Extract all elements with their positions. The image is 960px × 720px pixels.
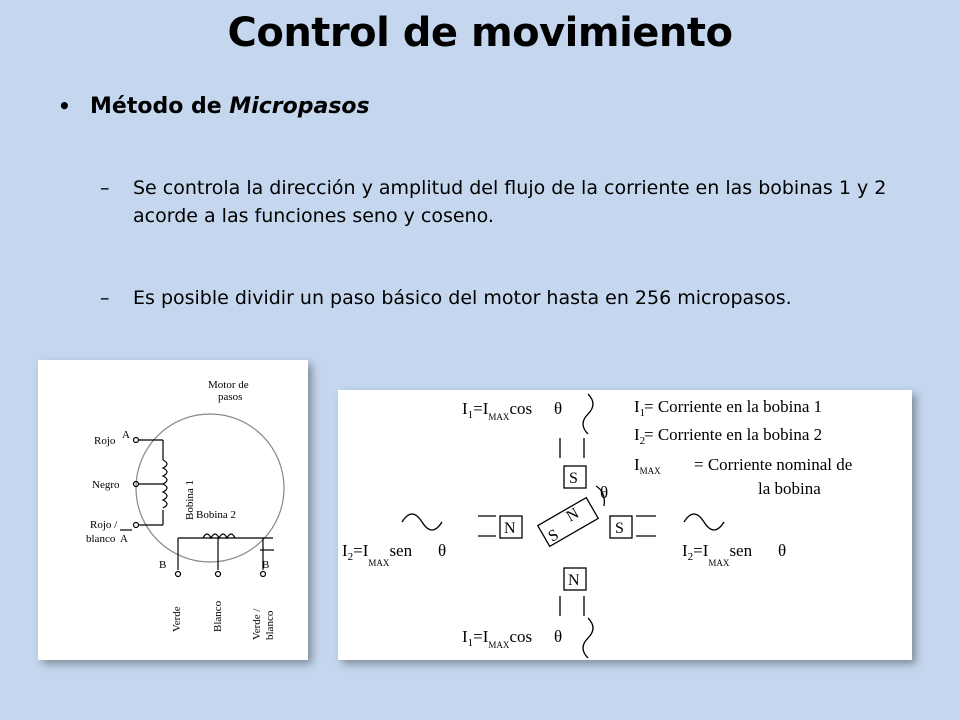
pole-label: S — [569, 470, 578, 487]
subpoint-text: Es posible dividir un paso básico del motor hasta en 256 micropasos. — [133, 287, 792, 309]
legend-line-1: = Corriente en la bobina 1 — [644, 397, 823, 416]
terminal-label-a: A — [122, 429, 130, 441]
legend-symbol: $I_2$ — [634, 425, 646, 447]
wire-label-rojo: Rojo — [94, 435, 116, 447]
terminal-label-b-bar: B — [262, 559, 270, 571]
dash-marker: – — [100, 177, 110, 199]
equation-i2-left: $I_2=I_{MAX}sen$ — [342, 541, 413, 568]
wave-right — [684, 514, 724, 530]
subpoint-text: Se controla la dirección y amplitud del flujo de la corriente en las bobinas 1 y 2 acorde a las funciones seno y coseno. — [133, 177, 887, 227]
wave-top — [583, 394, 593, 434]
coil-1 — [163, 460, 167, 508]
legend-line-3: = Corriente nominal de — [694, 455, 853, 474]
motor-label: Motor de — [208, 379, 249, 391]
legend-line-2: = Corriente en la bobina 2 — [644, 425, 823, 444]
motor-outline — [136, 414, 284, 562]
equation-i1-bottom: $I_1=I_{MAX}\cos$ — [462, 627, 533, 650]
terminal-label-a-bar: A — [120, 533, 128, 545]
pole-label: N — [568, 572, 580, 589]
dash-marker: – — [100, 287, 110, 309]
motor-wiring-diagram — [38, 360, 308, 660]
bullet-dot: • — [58, 94, 71, 118]
microstep-diagram — [338, 390, 912, 660]
theta-symbol: θ — [438, 541, 447, 560]
legend-symbol: $I_1$ — [634, 397, 646, 419]
wave-bottom — [583, 618, 593, 658]
terminal-dot — [176, 572, 181, 577]
wire-label-rojo-blanco: blanco — [86, 533, 116, 545]
pole-label: N — [504, 520, 516, 537]
motor-wiring-figure — [38, 360, 308, 660]
wire-label-negro: Negro — [92, 479, 120, 491]
wire-label-rojo-blanco: Rojo / — [90, 519, 118, 531]
theta-symbol: θ — [778, 541, 787, 560]
theta-symbol: θ — [554, 399, 563, 418]
terminal-dot — [216, 572, 221, 577]
rotor-label: S — [545, 526, 562, 546]
motor-label: pasos — [218, 391, 243, 403]
terminal-dot — [261, 572, 266, 577]
coil-label-1: Bobina 1 — [184, 479, 196, 520]
bullet-emphasis: Micropasos — [229, 94, 370, 119]
wave-left — [402, 514, 442, 530]
terminal-dot — [134, 438, 139, 443]
legend-symbol: $I_{MAX}$ — [634, 455, 661, 476]
theta-symbol: θ — [600, 483, 609, 502]
pole-label: S — [615, 520, 624, 537]
theta-symbol: θ — [554, 627, 563, 646]
microstep-figure — [338, 390, 912, 660]
terminal-dot — [134, 523, 139, 528]
main-bullet — [58, 94, 370, 119]
wire-label-verde: Verde — [171, 606, 183, 632]
equation-i2-right: $I_2=I_{MAX}sen$ — [682, 541, 753, 568]
bullet-prefix: Método de — [90, 94, 230, 119]
wire-label-verde-blanco: blanco — [264, 610, 276, 640]
rotor — [538, 498, 598, 547]
rotor-label: N — [563, 504, 583, 526]
equation-i1-top: $I_1=I_{MAX}\cos$ — [462, 399, 533, 422]
legend-line-4: la bobina — [758, 479, 821, 498]
terminal-label-b: B — [159, 559, 167, 571]
page-title: Control de movimiento — [227, 10, 733, 56]
wire-label-verde-blanco: Verde / — [251, 608, 263, 640]
coil-label-2: Bobina 2 — [196, 509, 237, 521]
wire-label-blanco: Blanco — [212, 600, 224, 632]
